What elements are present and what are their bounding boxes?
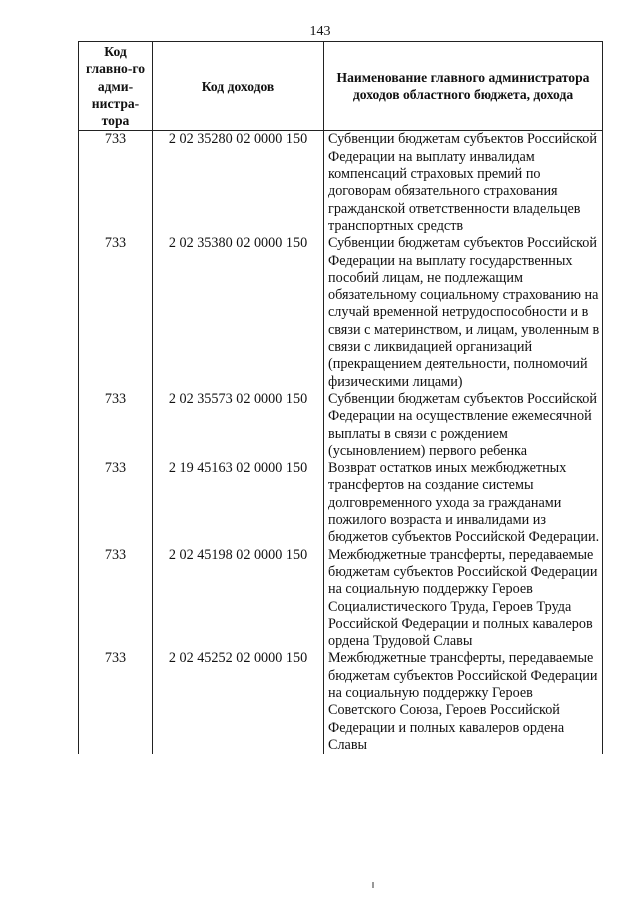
admin-code-cell: 733 [79, 650, 153, 754]
scan-artifact [372, 882, 374, 888]
income-code-cell: 2 19 45163 02 0000 150 [153, 460, 324, 546]
admin-code-cell: 733 [79, 235, 153, 391]
table-row [79, 391, 603, 460]
income-codes-table [78, 41, 603, 754]
income-name-cell: Субвенции бюджетам субъектов Российской Федерации на осуществление ежемесячной выплаты в связи с рождением (усыновлением) первого ребенка [324, 391, 603, 460]
table-row [79, 650, 603, 754]
income-name-cell: Субвенции бюджетам субъектов Российской Федерации на выплату инвалидам компенсаций страховых премий по договорам обязательного страхования гражданской ответственности владельцев транспортных средств [324, 131, 603, 235]
income-code-cell: 2 02 35280 02 0000 150 [153, 131, 324, 235]
income-code-cell: 2 02 35380 02 0000 150 [153, 235, 324, 391]
income-name-cell: Межбюджетные трансферты, передаваемые бюджетам субъектов Российской Федерации на социальную поддержку Героев Социалистического Труда, Героев Труда Российской Федерации и полных кавалеров ордена Трудовой Славы [324, 547, 603, 651]
header-income-code: Код доходов [153, 42, 324, 131]
admin-code-cell: 733 [79, 460, 153, 546]
income-code-cell: 2 02 45198 02 0000 150 [153, 547, 324, 651]
income-name-cell: Возврат остатков иных межбюджетных трансфертов на создание системы долговременного ухода за гражданами пожилого возраста и инвалидами из бюджетов субъектов Российской Федерации. [324, 460, 603, 546]
page-number: 143 [309, 24, 331, 39]
header-admin-code: Код главно-го адми-нистра-тора [79, 42, 153, 131]
admin-code-cell: 733 [79, 391, 153, 460]
table-row [79, 131, 603, 235]
table-header-row [79, 42, 603, 131]
header-name: Наименование главного администратора доходов областного бюджета, дохода [324, 42, 603, 131]
income-name-cell: Межбюджетные трансферты, передаваемые бюджетам субъектов Российской Федерации на социальную поддержку Героев Советского Союза, Героев Российской Федерации и полных кавалеров ордена Славы [324, 650, 603, 754]
income-code-cell: 2 02 45252 02 0000 150 [153, 650, 324, 754]
income-name-cell: Субвенции бюджетам субъектов Российской Федерации на выплату государственных пособий лицам, не подлежащим обязательному социальному страхованию на случай временной нетрудоспособности и в связи с материнством, и лицам, уволенным в связи с ликвидацией организаций (прекращением деятельности, полномочий физическими лицами) [324, 235, 603, 391]
admin-code-cell: 733 [79, 131, 153, 235]
table-row [79, 235, 603, 391]
income-code-cell: 2 02 35573 02 0000 150 [153, 391, 324, 460]
admin-code-cell: 733 [79, 547, 153, 651]
table-row [79, 460, 603, 546]
table-row [79, 547, 603, 651]
